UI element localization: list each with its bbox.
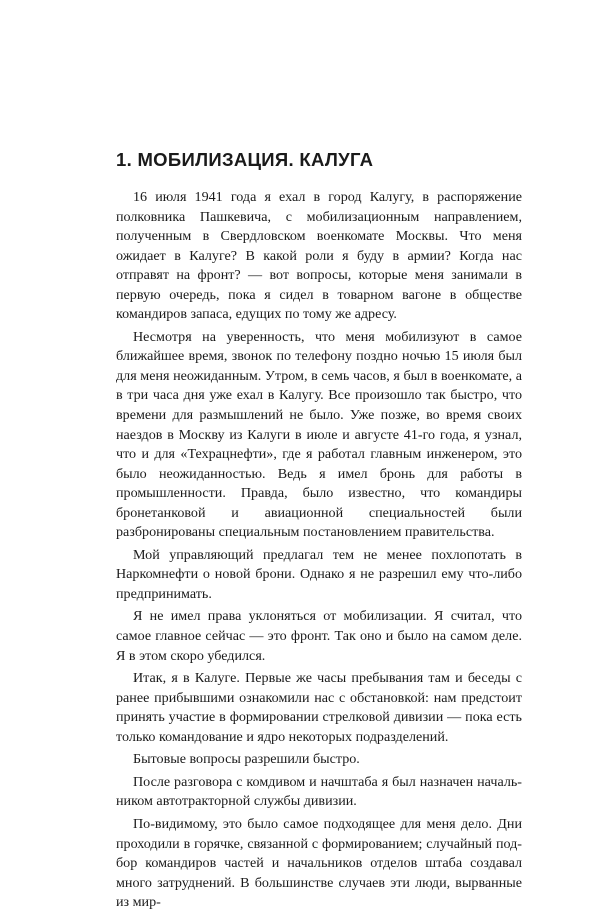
paragraph: Бытовые вопросы разрешили быстро. bbox=[133, 751, 360, 768]
paragraph: Итак, я в Калуге. Первые же часы пребывания там и беседы с ранее прибывшими ознакомили нас с обстановкой: нам предстоит принять участие в формировании стрелковой дивизии — пока есть только командование и ядро некоторых подразделений. bbox=[116, 670, 522, 745]
paragraph: 16 июля 1941 года я ехал в город Калугу, в распоряжение полковника Пашкевича, с мобилизационным направлением, полученным в Свердловском военкомате Москвы. Что меня ожидает в Калуге? В какой роли я буду в армии? Когда нас отправят на фронт? — вот вопросы, которые меня занимали в первую очередь, пока я сидел в товарном вагоне в обществе командиров запаса, едущих по тому же адресу. bbox=[116, 189, 522, 323]
book-page bbox=[116, 148, 522, 916]
paragraph: По-видимому, это было самое подходящее для меня дело. Дни проходили в горячке, связанной с формированием; случайный подбор командиров частей и начальников отделов штаба создавал много затруднений. В большинстве случаев эти люди, вырванные из мир- bbox=[116, 815, 522, 911]
paragraph: Мой управляющий предлагал тем не менее похлопотать в Наркомнефти о новой брони. Однако я не разрешил ему что-либо предпринимать. bbox=[116, 546, 522, 602]
paragraph: После разговора с комдивом и начштаба я был назначен начальником автотракторной службы дивизии. bbox=[116, 773, 522, 810]
chapter-title: 1. МОБИЛИЗАЦИЯ. КАЛУГА bbox=[116, 149, 374, 170]
paragraph: Я не имел права уклоняться от мобилизации. Я считал, что самое главное сейчас — это фронт. Так оно и было на самом деле. Я в этом скоро убедился. bbox=[116, 608, 522, 664]
paragraph: Несмотря на уверенность, что меня мобилизуют в самое ближайшее время, звонок по телефону поздно ночью 15 июля был для меня неожиданным. Утром, в семь часов, я был в военкомате, а в три часа дня уже ехал в Калугу. Все произошло так быстро, что времени для размышлений не было. Уже позже, во время своих наездов в Москву из Калуги в июле и августе 41-го года, я узнал, что и для «Техрацнефти», где я работал главным инженером, это было неожиданностью. Ведь я имел бронь для работы в промышленности. Правда, было известно, что командиры бронетанковой и авиационной специальностей были разбронированы специальным постановлением правительства. bbox=[116, 328, 522, 541]
